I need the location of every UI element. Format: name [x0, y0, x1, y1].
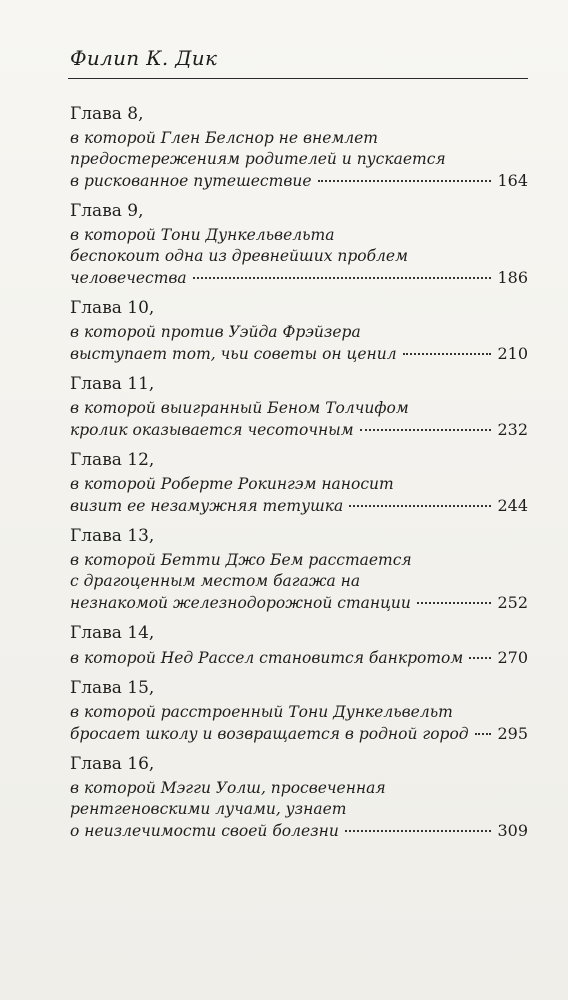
chapter-leader-line — [70, 495, 528, 516]
dot-leader — [193, 277, 492, 279]
chapter-description-line: человечества — [70, 269, 187, 287]
dot-leader — [318, 180, 492, 182]
toc-entry — [70, 298, 528, 364]
chapter-leader-line — [70, 267, 528, 288]
chapter-description-line: бросает школу и возвращается в родной город — [70, 725, 469, 743]
chapter-description-line: незнакомой железнодорожной станции — [70, 594, 411, 612]
header-rule — [68, 78, 528, 79]
toc-entry — [70, 623, 528, 668]
chapter-description-line: в которой Роберте Рокингэм наносит — [70, 475, 394, 493]
chapter-description-line: в которой Тони Дункельвельта — [70, 226, 335, 244]
chapter-description-line: в рискованное путешествие — [70, 172, 312, 190]
chapter-leader-line — [70, 723, 528, 744]
chapter-title: Глава 8, — [70, 104, 144, 124]
dot-leader — [417, 602, 492, 604]
page-number: 309 — [497, 821, 528, 840]
toc-entry — [70, 526, 528, 613]
chapter-leader-line — [70, 647, 528, 668]
chapter-description-line: с драгоценным местом багажа на — [70, 572, 361, 590]
dot-leader — [345, 830, 492, 832]
chapter-description-line: выступает тот, чьи советы он ценил — [70, 345, 397, 363]
chapter-title: Глава 9, — [70, 201, 144, 221]
page-number: 210 — [497, 344, 528, 363]
page-number: 186 — [497, 268, 528, 287]
chapter-title: Глава 14, — [70, 623, 155, 643]
chapter-description-line: рентгеновскими лучами, узнает — [70, 800, 347, 818]
page-number: 244 — [497, 496, 528, 515]
toc-entry — [70, 104, 528, 191]
chapter-description-line: в которой Нед Рассел становится банкротом — [70, 649, 464, 667]
dot-leader — [349, 505, 491, 507]
dot-leader — [475, 733, 492, 735]
toc-entry — [70, 678, 528, 744]
chapter-title: Глава 10, — [70, 298, 155, 318]
chapter-description-line: о неизлечимости своей болезни — [70, 822, 339, 840]
chapter-description-line: в которой Бетти Джо Бем расстается — [70, 551, 412, 569]
toc-entry — [70, 374, 528, 440]
chapter-title: Глава 16, — [70, 754, 155, 774]
page-number: 164 — [497, 171, 528, 190]
toc-entry — [70, 754, 528, 841]
chapter-leader-line — [70, 419, 528, 440]
table-of-contents — [70, 104, 528, 841]
chapter-leader-line — [70, 343, 528, 364]
dot-leader — [360, 429, 492, 431]
chapter-description-line: в которой Мэгги Уолш, просвеченная — [70, 779, 386, 797]
chapter-leader-line — [70, 170, 528, 191]
running-header-author: Филип К. Дик — [70, 46, 218, 70]
dot-leader — [469, 657, 491, 659]
chapter-description-line: кролик оказывается чесоточным — [70, 421, 354, 439]
toc-entry — [70, 450, 528, 516]
chapter-description-line: в которой против Уэйда Фрэйзера — [70, 323, 361, 341]
chapter-description-line: в которой расстроенный Тони Дункельвельт — [70, 703, 453, 721]
chapter-leader-line — [70, 820, 528, 841]
chapter-title: Глава 13, — [70, 526, 155, 546]
chapter-title: Глава 15, — [70, 678, 155, 698]
chapter-description-line: визит ее незамужняя тетушка — [70, 497, 344, 515]
chapter-description-line: в которой Глен Белснор не внемлет — [70, 129, 378, 147]
toc-entry — [70, 201, 528, 288]
chapter-title: Глава 12, — [70, 450, 155, 470]
chapter-description-line: предостережениям родителей и пускается — [70, 150, 446, 168]
chapter-description-line: в которой выигранный Беном Толчифом — [70, 399, 409, 417]
chapter-title: Глава 11, — [70, 374, 155, 394]
page-number: 270 — [497, 648, 528, 667]
dot-leader — [403, 353, 492, 355]
chapter-description-line: беспокоит одна из древнейших проблем — [70, 247, 408, 265]
page-number: 252 — [497, 593, 528, 612]
page-number: 295 — [497, 724, 528, 743]
chapter-leader-line — [70, 592, 528, 613]
page-number: 232 — [497, 420, 528, 439]
